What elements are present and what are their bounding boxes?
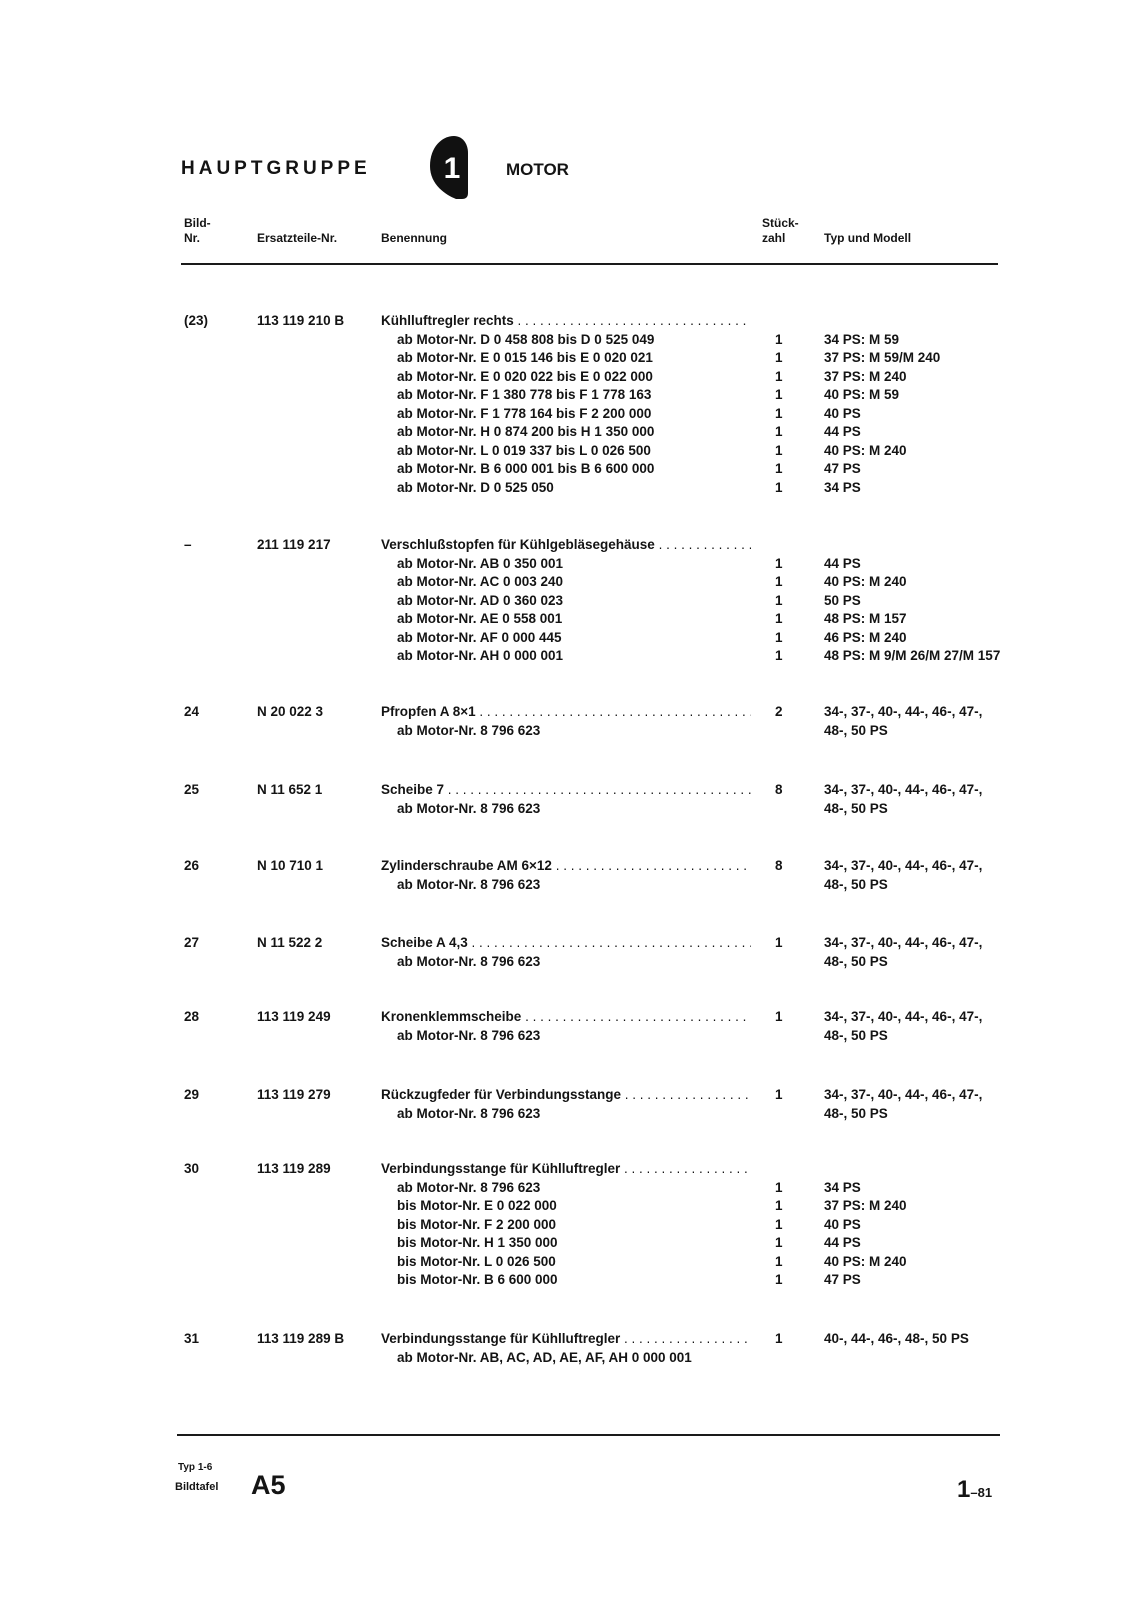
part-name: Kühlluftregler rechts . . . xyxy=(381,313,751,328)
part-sub-line xyxy=(0,593,1132,612)
part-sub-range: bis Motor-Nr. H 1 350 000 xyxy=(397,1235,558,1250)
part-sub-type-model: 46 PS: M 240 xyxy=(824,629,907,645)
part-sub-line xyxy=(0,556,1132,575)
part-sub-range: bis Motor-Nr. L 0 026 500 xyxy=(397,1253,556,1269)
part-sub-type-model: 44 PS xyxy=(824,424,861,439)
footer-type: Typ 1-6 xyxy=(178,1462,213,1473)
part-entry xyxy=(0,1331,1132,1368)
part-sub-range: ab Motor-Nr. 8 796 623 xyxy=(397,876,541,892)
group-title: MOTOR xyxy=(506,160,569,179)
part-sub-range: ab Motor-Nr. D 0 458 808 bis D 0 525 049 xyxy=(397,331,655,347)
part-number: N 10 710 1 xyxy=(257,858,324,873)
part-sub-range: ab Motor-Nr. 8 796 623 xyxy=(397,800,541,816)
footer-page-number: 1–81 xyxy=(957,1476,993,1503)
group-label: HAUPTGRUPPE xyxy=(181,158,371,179)
part-sub-type-model: 34 PS xyxy=(824,479,861,495)
part-sub-type-model: 37 PS: M 59/M 240 xyxy=(824,350,941,365)
part-entry xyxy=(0,782,1132,819)
part-bild-number: 26 xyxy=(184,858,200,873)
part-sub-quantity: 1 xyxy=(775,461,783,476)
part-quantity: 1 xyxy=(775,1087,783,1102)
part-sub-type-model: 48-, 50 PS xyxy=(824,876,888,892)
part-entry xyxy=(0,704,1132,741)
part-sub-line xyxy=(0,387,1132,406)
part-sub-quantity: 1 xyxy=(775,350,783,365)
part-sub-range: bis Motor-Nr. E 0 022 000 xyxy=(397,1198,557,1213)
part-sub-range: bis Motor-Nr. F 2 200 000 xyxy=(397,1216,557,1232)
part-sub-line xyxy=(0,648,1132,667)
part-entry-main-line xyxy=(0,782,1132,801)
part-entry-main-line xyxy=(0,1331,1132,1350)
part-number: 113 119 279 xyxy=(257,1087,331,1102)
part-entry xyxy=(0,1087,1132,1124)
part-quantity: 8 xyxy=(775,782,783,797)
part-type-model: 34-, 37-, 40-, 44-, 46-, 47-, xyxy=(824,782,983,797)
part-name: Rückzugfeder für Verbindungsstange . . . xyxy=(381,1087,751,1102)
part-sub-line xyxy=(0,332,1132,351)
footer-plate-number: A5 xyxy=(251,1470,286,1500)
part-bild-number: – xyxy=(184,537,192,552)
part-bild-number: 28 xyxy=(184,1009,200,1024)
part-sub-quantity: 1 xyxy=(775,387,783,402)
part-sub-range: ab Motor-Nr. AC 0 003 240 xyxy=(397,574,564,589)
part-sub-line xyxy=(0,1198,1132,1217)
part-sub-quantity: 1 xyxy=(775,405,783,421)
part-number: 113 119 249 xyxy=(257,1009,331,1024)
part-sub-range: ab Motor-Nr. 8 796 623 xyxy=(397,1105,541,1121)
part-name: Zylinderschraube AM 6×12 . . . xyxy=(381,858,751,873)
part-type-model: 34-, 37-, 40-, 44-, 46-, 47-, xyxy=(824,858,983,873)
part-sub-line xyxy=(0,630,1132,649)
part-sub-range: ab Motor-Nr. AB, AC, AD, AE, AF, AH 0 000 001 xyxy=(397,1349,692,1365)
part-bild-number: 29 xyxy=(184,1087,200,1102)
part-entry xyxy=(0,313,1132,498)
part-bild-number: 27 xyxy=(184,935,200,950)
part-sub-line xyxy=(0,877,1132,896)
part-sub-line xyxy=(0,611,1132,630)
part-type-model: 34-, 37-, 40-, 44-, 46-, 47-, xyxy=(824,704,983,719)
part-sub-range: ab Motor-Nr. F 1 778 164 bis F 2 200 000 xyxy=(397,405,652,421)
part-sub-type-model: 48-, 50 PS xyxy=(824,800,888,816)
part-sub-quantity: 1 xyxy=(775,479,783,495)
part-sub-quantity: 1 xyxy=(775,629,783,645)
part-sub-line xyxy=(0,406,1132,425)
part-entry-main-line xyxy=(0,858,1132,877)
part-sub-type-model: 34 PS xyxy=(824,1179,861,1195)
part-sub-type-model: 34 PS: M 59 xyxy=(824,331,900,347)
part-name: Kronenklemmscheibe . . . xyxy=(381,1009,751,1024)
part-bild-number: 30 xyxy=(184,1161,200,1176)
part-type-model: 34-, 37-, 40-, 44-, 46-, 47-, xyxy=(824,935,983,950)
part-type-model: 40-, 44-, 46-, 48-, 50 PS xyxy=(824,1331,969,1346)
part-sub-quantity: 1 xyxy=(775,442,783,458)
part-name: Verbindungsstange für Kühlluftregler . . . xyxy=(381,1161,751,1176)
part-entry-main-line xyxy=(0,313,1132,332)
part-sub-line xyxy=(0,1106,1132,1125)
part-entry xyxy=(0,1161,1132,1291)
part-quantity: 1 xyxy=(775,1009,783,1024)
part-sub-type-model: 37 PS: M 240 xyxy=(824,368,907,384)
part-sub-range: ab Motor-Nr. B 6 000 001 bis B 6 600 000 xyxy=(397,461,655,476)
part-sub-line xyxy=(0,574,1132,593)
part-entry xyxy=(0,935,1132,972)
part-quantity: 1 xyxy=(775,935,783,950)
part-sub-range: ab Motor-Nr. 8 796 623 xyxy=(397,722,541,738)
footer-bildtafel-label: Bildtafel xyxy=(175,1481,219,1493)
part-entry-main-line xyxy=(0,935,1132,954)
part-sub-type-model: 40 PS: M 240 xyxy=(824,442,907,458)
group-number-badge xyxy=(424,133,472,199)
part-sub-type-model: 40 PS: M 59 xyxy=(824,387,900,402)
part-sub-line xyxy=(0,1217,1132,1236)
part-sub-line xyxy=(0,954,1132,973)
part-sub-range: ab Motor-Nr. F 1 380 778 bis F 1 778 163 xyxy=(397,387,652,402)
part-bild-number: 24 xyxy=(184,704,200,719)
part-entry xyxy=(0,537,1132,667)
part-type-model: 34-, 37-, 40-, 44-, 46-, 47-, xyxy=(824,1009,983,1024)
part-sub-range: ab Motor-Nr. 8 796 623 xyxy=(397,953,541,969)
part-sub-line xyxy=(0,461,1132,480)
part-name: Pfropfen A 8×1 . . . xyxy=(381,704,751,719)
part-entry-main-line xyxy=(0,704,1132,723)
part-quantity: 1 xyxy=(775,1331,783,1346)
part-quantity: 2 xyxy=(775,704,783,719)
part-name: Scheibe A 4,3 . . . xyxy=(381,935,751,950)
part-name: Scheibe 7 . . . xyxy=(381,782,751,797)
part-sub-type-model: 40 PS xyxy=(824,1216,861,1232)
part-number: 113 119 210 B xyxy=(257,313,345,328)
part-sub-type-model: 40 PS: M 240 xyxy=(824,1253,907,1269)
part-sub-type-model: 48 PS: M 157 xyxy=(824,611,907,626)
part-sub-line xyxy=(0,1254,1132,1273)
column-header-bild: Bild- Nr. xyxy=(184,216,211,245)
column-header-part-no: Ersatzteile-Nr. xyxy=(257,231,338,245)
part-sub-range: ab Motor-Nr. H 0 874 200 bis H 1 350 000 xyxy=(397,424,655,439)
part-sub-quantity: 1 xyxy=(775,611,783,626)
part-sub-line xyxy=(0,1180,1132,1199)
column-header-name: Benennung xyxy=(381,231,447,245)
part-sub-quantity: 1 xyxy=(775,648,783,663)
part-sub-range: ab Motor-Nr. AE 0 558 001 xyxy=(397,611,563,626)
part-sub-type-model: 44 PS xyxy=(824,555,861,571)
part-sub-line xyxy=(0,1235,1132,1254)
group-number: 1 xyxy=(443,152,461,185)
part-quantity: 8 xyxy=(775,858,783,873)
part-sub-line xyxy=(0,1350,1132,1369)
part-sub-line xyxy=(0,424,1132,443)
footer-divider xyxy=(177,1434,1000,1436)
part-sub-range: ab Motor-Nr. L 0 019 337 bis L 0 026 500 xyxy=(397,442,651,458)
part-bild-number: (23) xyxy=(184,313,209,328)
column-header-type: Typ und Modell xyxy=(824,231,912,245)
part-sub-type-model: 48-, 50 PS xyxy=(824,722,888,738)
part-sub-range: ab Motor-Nr. E 0 015 146 bis E 0 020 021 xyxy=(397,350,653,365)
part-number: 113 119 289 xyxy=(257,1161,331,1176)
part-entry-main-line xyxy=(0,1161,1132,1180)
part-sub-type-model: 50 PS xyxy=(824,592,861,608)
part-sub-quantity: 1 xyxy=(775,574,783,589)
part-sub-quantity: 1 xyxy=(775,368,783,384)
part-bild-number: 25 xyxy=(184,782,200,797)
part-sub-type-model: 47 PS xyxy=(824,461,861,476)
part-sub-range: ab Motor-Nr. AF 0 000 445 xyxy=(397,629,562,645)
part-sub-type-model: 48-, 50 PS xyxy=(824,953,888,969)
part-sub-range: ab Motor-Nr. AB 0 350 001 xyxy=(397,555,564,571)
part-sub-quantity: 1 xyxy=(775,1198,783,1213)
part-number: 113 119 289 B xyxy=(257,1331,345,1346)
part-sub-quantity: 1 xyxy=(775,1272,783,1287)
part-sub-range: ab Motor-Nr. 8 796 623 xyxy=(397,1179,541,1195)
part-sub-quantity: 1 xyxy=(775,1235,783,1250)
part-sub-line xyxy=(0,350,1132,369)
part-sub-line xyxy=(0,1028,1132,1047)
part-number: N 11 522 2 xyxy=(257,935,323,950)
part-entry-main-line xyxy=(0,537,1132,556)
part-name: Verbindungsstange für Kühlluftregler . . . xyxy=(381,1331,751,1346)
part-sub-line xyxy=(0,723,1132,742)
part-sub-quantity: 1 xyxy=(775,1253,783,1269)
part-bild-number: 31 xyxy=(184,1331,200,1346)
part-sub-line xyxy=(0,801,1132,820)
header-divider xyxy=(181,263,998,265)
part-sub-type-model: 40 PS xyxy=(824,405,861,421)
part-sub-range: ab Motor-Nr. E 0 020 022 bis E 0 022 000 xyxy=(397,368,653,384)
part-sub-range: ab Motor-Nr. 8 796 623 xyxy=(397,1027,541,1043)
part-entry xyxy=(0,1009,1132,1046)
column-header-qty: Stück- zahl xyxy=(762,216,799,245)
part-sub-range: ab Motor-Nr. AH 0 000 001 xyxy=(397,648,564,663)
part-sub-type-model: 44 PS xyxy=(824,1235,861,1250)
part-number: N 20 022 3 xyxy=(257,704,324,719)
part-sub-range: ab Motor-Nr. D 0 525 050 xyxy=(397,479,554,495)
part-sub-quantity: 1 xyxy=(775,331,783,347)
part-entry xyxy=(0,858,1132,895)
part-sub-type-model: 37 PS: M 240 xyxy=(824,1198,907,1213)
part-sub-quantity: 1 xyxy=(775,424,783,439)
part-sub-quantity: 1 xyxy=(775,1179,783,1195)
part-sub-line xyxy=(0,480,1132,499)
part-entry-main-line xyxy=(0,1009,1132,1028)
part-sub-type-model: 48 PS: M 9/M 26/M 27/M 157 xyxy=(824,648,1001,663)
part-type-model: 34-, 37-, 40-, 44-, 46-, 47-, xyxy=(824,1087,983,1102)
part-entry-main-line xyxy=(0,1087,1132,1106)
part-sub-line xyxy=(0,443,1132,462)
part-sub-range: bis Motor-Nr. B 6 600 000 xyxy=(397,1272,558,1287)
part-number: 211 119 217 xyxy=(257,537,331,552)
part-sub-range: ab Motor-Nr. AD 0 360 023 xyxy=(397,592,564,608)
part-sub-line xyxy=(0,369,1132,388)
part-number: N 11 652 1 xyxy=(257,782,323,797)
part-sub-quantity: 1 xyxy=(775,592,783,608)
part-sub-line xyxy=(0,1272,1132,1291)
part-sub-type-model: 47 PS xyxy=(824,1272,861,1287)
part-sub-quantity: 1 xyxy=(775,1216,783,1232)
part-sub-type-model: 48-, 50 PS xyxy=(824,1105,888,1121)
part-sub-type-model: 48-, 50 PS xyxy=(824,1027,888,1043)
part-sub-type-model: 40 PS: M 240 xyxy=(824,574,907,589)
part-sub-quantity: 1 xyxy=(775,555,783,571)
part-name: Verschlußstopfen für Kühlgebläsegehäuse . . . xyxy=(381,537,751,552)
